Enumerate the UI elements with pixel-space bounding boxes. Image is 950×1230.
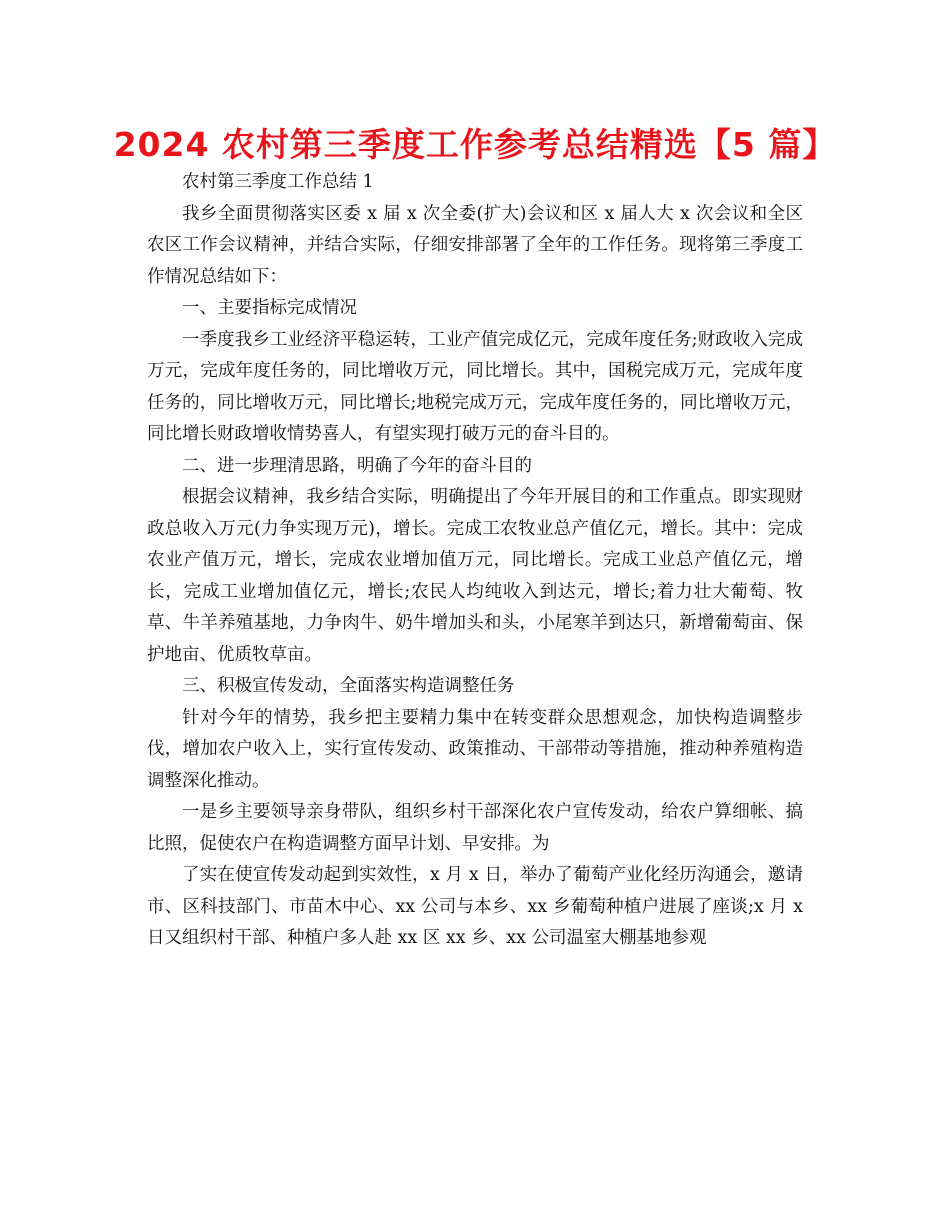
section-heading: 农村第三季度工作总结 1 <box>182 172 374 192</box>
paragraph: 我乡全面贯彻落实区委 x 届 x 次全委(扩大)会议和区 x 届人大 x 次会议和全区农区工作会议精神，并结合实际，仔细安排部署了全年的工作任务。现将第三季度工作情况总结如下： <box>147 203 803 287</box>
paragraph: 一季度我乡工业经济平稳运转，工业产值完成亿元，完成年度任务;财政收入完成万元，完成年度任务的，同比增收万元，同比增长。其中，国税完成万元，完成年度任务的，同比增收万元，同比增长;地税完成万元，完成年度任务的，同比增收万元，同比增长财政增收情势喜人，有望实现打破万元的奋斗目的。 <box>147 329 803 444</box>
document-body <box>147 167 803 955</box>
paragraph: 了实在使宣传发动起到实效性，x 月 x 日，举办了葡萄产业化经历沟通会，邀请市、区科技部门、市苗木中心、xx 公司与本乡、xx 乡葡萄种植户进展了座谈;x 月 x 日又组织村干部、种植户多人赴 xx 区 xx 乡、xx 公司温室大棚基地参观 <box>147 865 803 948</box>
section-heading: 一、主要指标完成情况 <box>182 298 357 318</box>
document-title: 2024 农村第三季度工作参考总结精选【5 篇】 <box>113 125 837 164</box>
paragraph: 针对今年的情势，我乡把主要精力集中在转变群众思想观念，加快构造调整步伐，增加农户收入上，实行宣传发动、政策推动、干部带动等措施，推动种养殖构造调整深化推动。 <box>147 707 803 791</box>
section-heading: 三、积极宣传发动，全面落实构造调整任务 <box>182 676 515 696</box>
section-heading: 二、进一步理清思路，明确了今年的奋斗目的 <box>182 455 532 476</box>
paragraph: 根据会议精神，我乡结合实际，明确提出了今年开展目的和工作重点。即实现财政总收入万元(力争实现万元)，增长。完成工农牧业总产值亿元，增长。其中：完成农业产值万元，增长，完成农业增加值万元，同比增长。完成工业总产值亿元，增长，完成工业增加值亿元，增长;农民人均纯收入到达元，增长;着力壮大葡萄、牧草、牛羊养殖基地，力争肉牛、奶牛增加头和头，小尾寒羊到达只，新增葡萄亩、保护地亩、优质牧草亩。 <box>147 487 803 665</box>
paragraph: 一是乡主要领导亲身带队，组织乡村干部深化农户宣传发动，给农户算细帐、搞比照，促使农户在构造调整方面早计划、早安排。为 <box>147 802 803 854</box>
